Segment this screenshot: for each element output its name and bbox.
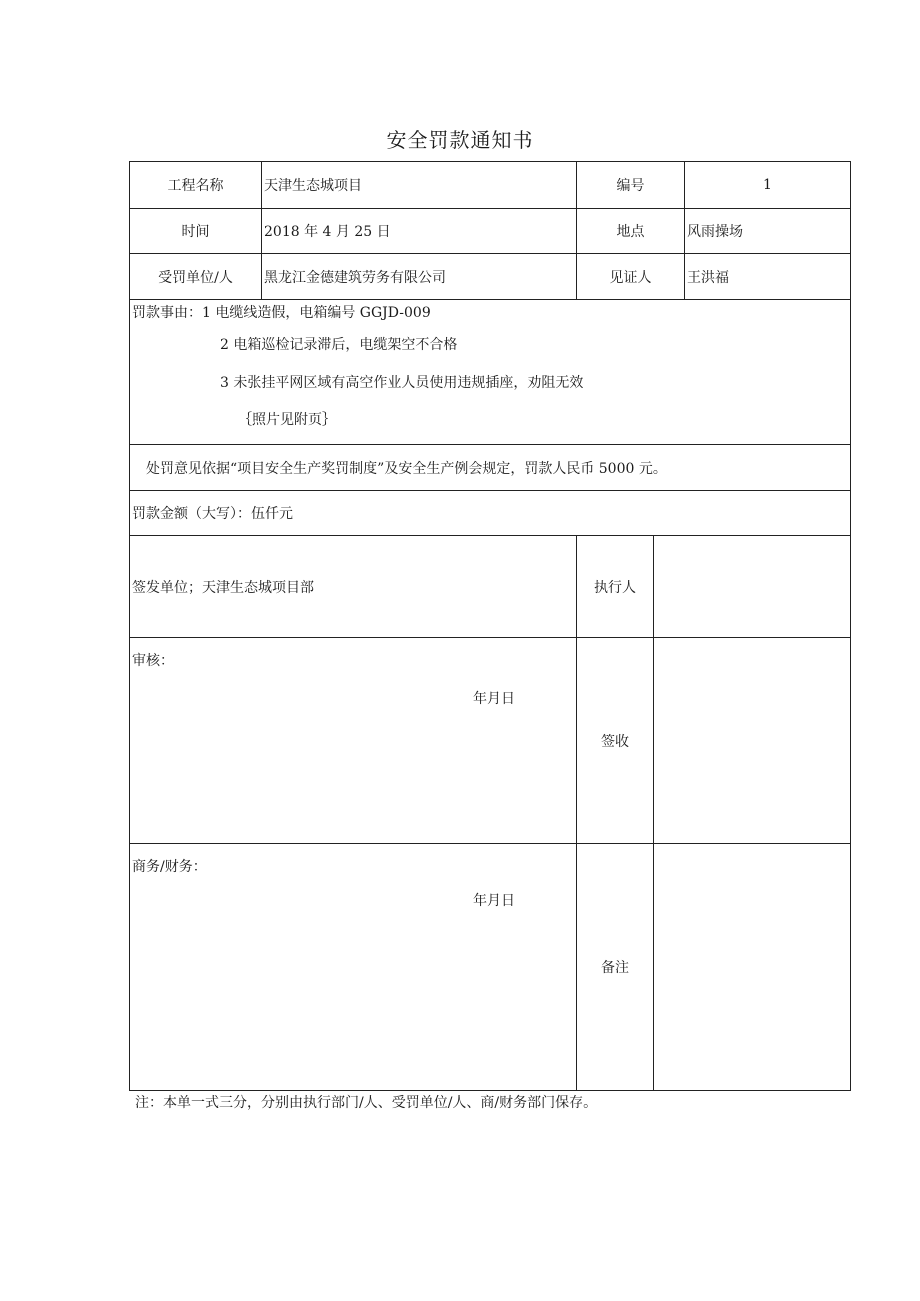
reason-line-4: ｛照片见附页｝ (238, 412, 336, 428)
reason-line-2: 2 电箱巡检记录滞后，电缆架空不合格 (220, 337, 458, 353)
review-date-label: 年月日 (473, 691, 515, 707)
remark-field[interactable] (654, 844, 851, 1091)
remark-label: 备注 (577, 844, 654, 1091)
reason-line-1: 罚款事由：1 电缆线造假，电箱编号 GGJD-009 (132, 305, 431, 321)
row-amount (130, 491, 851, 536)
issuer-cell: 签发单位；天津生态城项目部 (130, 536, 577, 638)
row-reason (130, 300, 851, 445)
receipt-signature-field[interactable] (654, 638, 851, 844)
witness-value: 王洪福 (685, 254, 851, 300)
row-decision (130, 445, 851, 491)
penalty-form-table (129, 161, 851, 1091)
time-value: 2018 年 4 月 25 日 (262, 209, 577, 254)
document-title: 安全罚款通知书 (386, 128, 534, 152)
finance-date-label: 年月日 (473, 893, 515, 909)
number-value: 1 (685, 162, 851, 209)
receipt-label: 签收 (577, 638, 654, 844)
row-issuer (130, 536, 851, 638)
number-label: 编号 (577, 162, 685, 209)
finance-cell[interactable] (130, 844, 577, 1091)
reason-cell (130, 300, 851, 445)
place-value: 风雨操场 (685, 209, 851, 254)
row-penalized (130, 254, 851, 300)
witness-label: 见证人 (577, 254, 685, 300)
place-label: 地点 (577, 209, 685, 254)
row-finance (130, 844, 851, 1091)
row-time (130, 209, 851, 254)
project-name-value: 天津生态城项目 (262, 162, 577, 209)
row-review (130, 638, 851, 844)
project-name-label: 工程名称 (130, 162, 262, 209)
reason-line-3: 3 未张挂平网区域有高空作业人员使用违规插座，劝阻无效 (220, 375, 584, 391)
executor-label: 执行人 (577, 536, 654, 638)
review-cell[interactable] (130, 638, 577, 844)
review-label: 审核： (132, 653, 174, 669)
amount-cell: 罚款金额（大写）：伍仟元 (130, 491, 851, 536)
executor-signature-field[interactable] (654, 536, 851, 638)
penalized-label: 受罚单位/人 (130, 254, 262, 300)
time-label: 时间 (130, 209, 262, 254)
row-project (130, 162, 851, 209)
decision-cell: 处罚意见依据“项目安全生产奖罚制度”及安全生产例会规定，罚款人民币 5000 元。 (130, 445, 851, 491)
penalized-value: 黑龙江金德建筑劳务有限公司 (262, 254, 577, 300)
finance-label: 商务/财务： (132, 859, 207, 875)
footer-note: 注：本单一式三分，分别由执行部门/人、受罚单位/人、商/财务部门保存。 (135, 1095, 598, 1111)
